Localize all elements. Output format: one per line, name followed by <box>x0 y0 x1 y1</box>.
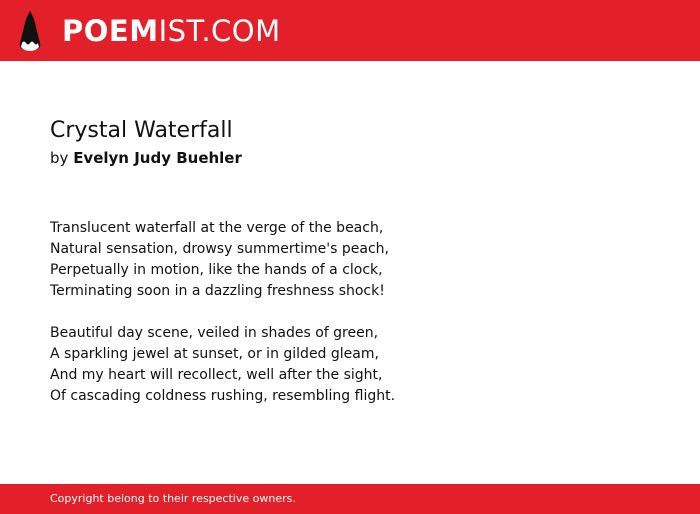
poem-line: Perpetually in motion, like the hands of a clock, <box>50 262 383 278</box>
site-logo[interactable] <box>16 10 281 52</box>
poem-container <box>50 116 650 407</box>
poem-line: Beautiful day scene, veiled in shades of green, <box>50 325 379 341</box>
stanza <box>50 218 650 302</box>
site-footer <box>0 484 700 514</box>
site-header <box>0 0 700 61</box>
poem-line: Translucent waterfall at the verge of the beach, <box>50 220 384 236</box>
author-name[interactable]: Evelyn Judy Buehler <box>73 149 242 167</box>
pencil-icon <box>16 10 44 52</box>
poem-line: Natural sensation, drowsy summertime's peach, <box>50 241 389 257</box>
by-label: by <box>50 149 69 167</box>
brand-bold: POEM <box>62 14 159 48</box>
poem-line: And my heart will recollect, well after the sight, <box>50 367 383 383</box>
poem-line: Terminating soon in a dazzling freshness shock! <box>50 283 385 299</box>
stanza <box>50 323 650 407</box>
poem-line: A sparkling jewel at sunset, or in gilded gleam, <box>50 346 379 362</box>
poem-title: Crystal Waterfall <box>50 118 233 143</box>
brand-light: IST.COM <box>158 14 281 48</box>
copyright-text: Copyright belong to their respective owners. <box>50 492 296 505</box>
poem-line: Of cascading coldness rushing, resembling flight. <box>50 388 396 404</box>
brand-wordmark <box>62 10 281 52</box>
byline <box>50 148 650 168</box>
poem-body <box>50 218 650 407</box>
